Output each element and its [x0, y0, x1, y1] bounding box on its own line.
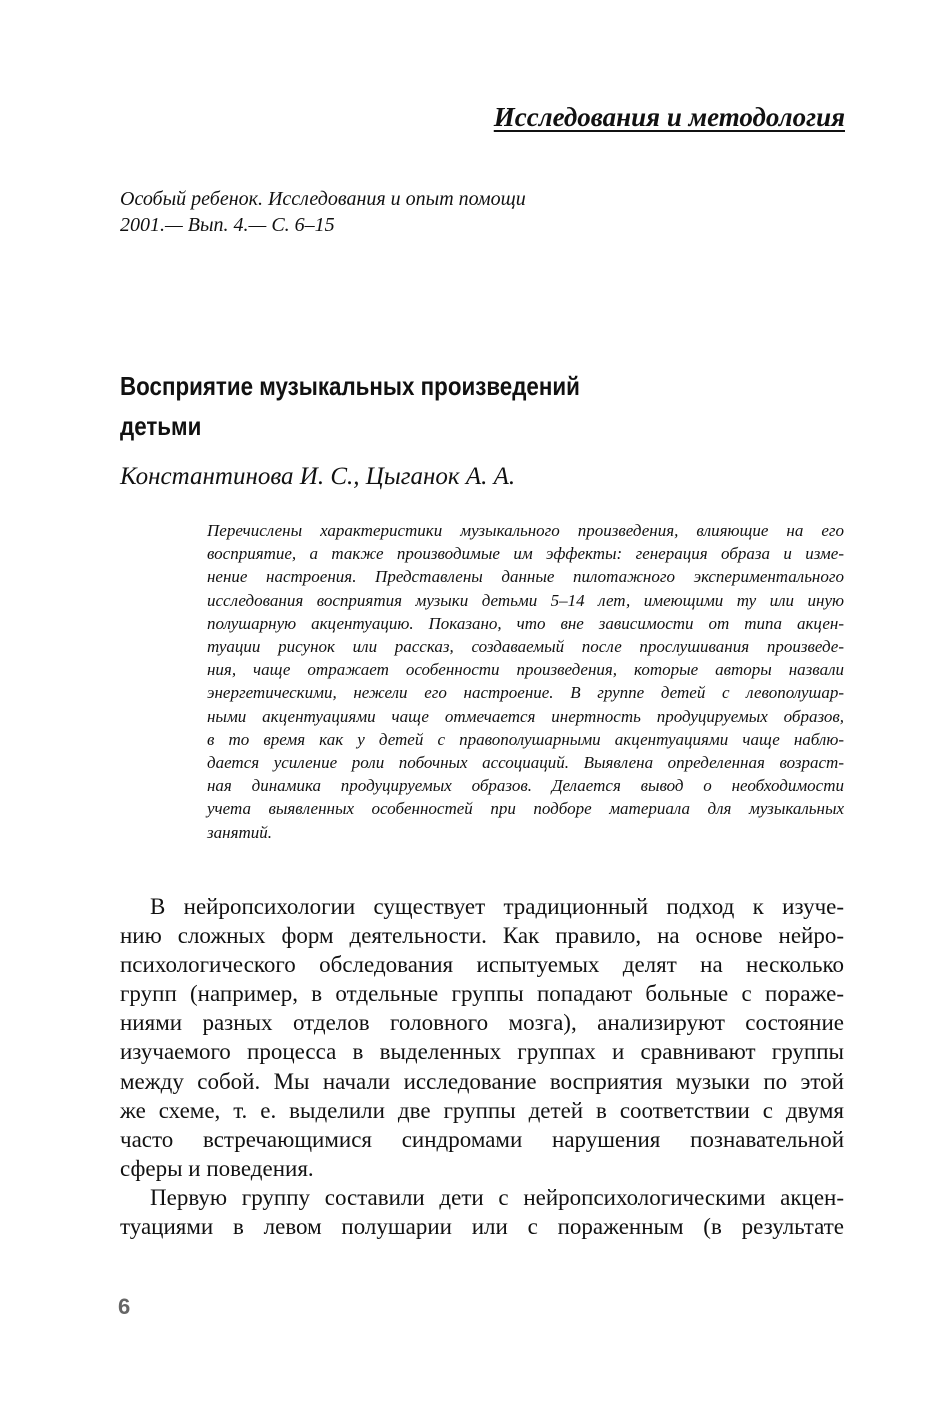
source-journal-line: Особый ребенок. Исследования и опыт помощи — [120, 188, 526, 210]
abstract-line: энергетическими, нежели его настроение. В группе детей с левополушар- — [207, 683, 844, 703]
source-issue-line: 2001.— Вып. 4.— С. 6–15 — [120, 214, 335, 236]
body-line: нию сложных форм деятельности. Как правило, на основе нейро- — [120, 923, 844, 949]
body-line: между собой. Мы начали исследование восприятия музыки по этой — [120, 1068, 844, 1094]
article-authors: Константинова И. С., Цыганок А. А. — [120, 463, 516, 490]
paragraph-1 — [120, 892, 844, 1183]
body-line: групп (например, в отдельные группы попадают больные с пораже- — [120, 981, 844, 1007]
body-line: Первую группу составили дети с нейропсихологическими акцен- — [150, 1184, 844, 1210]
body-line: же схеме, т. е. выделили две группы детей в соответствии с двумя — [120, 1097, 844, 1123]
abstract-line: Перечислены характеристики музыкального произведения, влияющие на его — [207, 521, 844, 540]
title-line: Восприятие музыкальных произведений — [120, 371, 580, 401]
abstract-line: занятий. — [207, 822, 272, 842]
abstract-line: туации рисунок или рассказ, создаваемый после прослушивания произведе- — [207, 637, 844, 657]
abstract-line: полушарную акцентуацию. Показано, что вне зависимости от типа акцен- — [207, 613, 844, 633]
abstract-line: ная динамика продуцируемых образов. Делается вывод о необходимости — [207, 776, 844, 796]
abstract-line: восприятие, а также производимые им эффекты: генерация образа и изме- — [207, 544, 844, 564]
body-line: психологического обследования испытуемых делят на несколько — [120, 952, 844, 978]
abstract-line: исследования восприятия музыки детьми 5–14 лет, имеющими ту или иную — [207, 590, 844, 610]
title-line: детьми — [120, 411, 202, 441]
section-header: Исследования и методология — [493, 102, 845, 132]
source-citation — [120, 186, 526, 238]
body-line: туациями в левом полушарии или с пораженным (в результате — [120, 1214, 844, 1240]
body-line: часто встречающимися синдромами нарушения познавательной — [120, 1126, 844, 1152]
abstract-line: ными акцентуациями чаще отмечается инертность продуцируемых образов, — [207, 706, 844, 726]
body-line: сферы и поведения. — [120, 1155, 314, 1181]
article-title — [120, 366, 580, 446]
abstract-line: нение настроения. Представлены данные пилотажного экспериментального — [207, 567, 844, 587]
abstract-line: ния, чаще отражает особенности произведения, которые авторы назвали — [207, 660, 844, 680]
paragraph-2 — [120, 1183, 844, 1241]
abstract — [207, 519, 844, 844]
body-line: ниями разных отделов головного мозга), анализируют состояние — [120, 1010, 844, 1036]
body-text — [120, 892, 844, 1241]
page-number: 6 — [118, 1294, 131, 1319]
body-line: В нейропсихологии существует традиционный подход к изуче- — [150, 894, 844, 919]
abstract-line: учета выявленных особенностей при подборе материала для музыкальных — [207, 799, 844, 819]
abstract-line: в то время как у детей с правополушарными акцентуациями чаще наблю- — [207, 729, 844, 749]
body-line: изучаемого процесса в выделенных группах и сравнивают группы — [120, 1039, 844, 1065]
abstract-line: дается усиление роли побочных ассоциаций. Выявлена определенная возраст- — [207, 753, 844, 773]
